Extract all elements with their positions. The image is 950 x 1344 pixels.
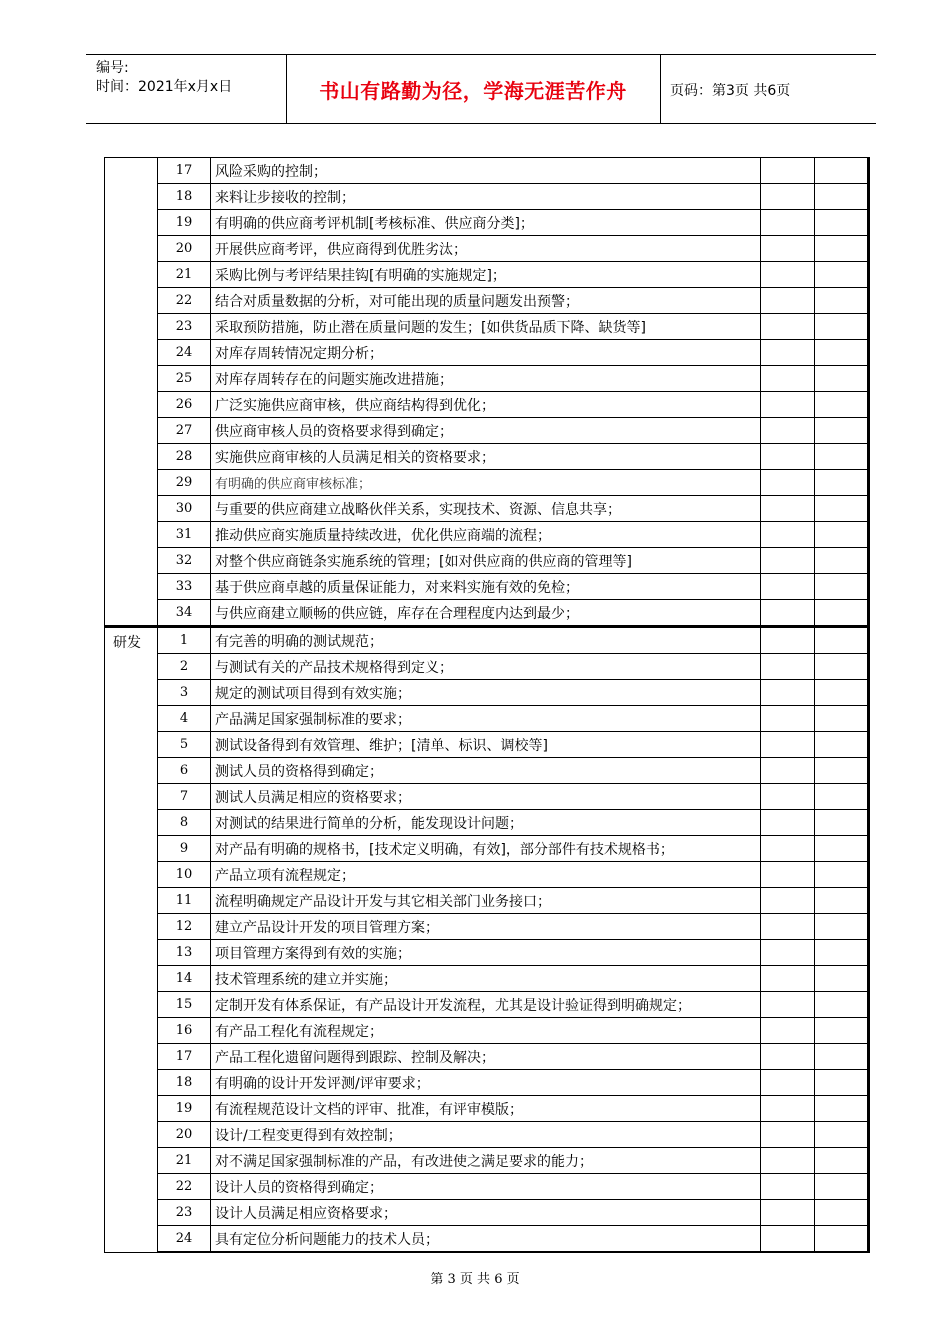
table-row bbox=[105, 627, 869, 654]
item-number-cell: 4 bbox=[158, 706, 211, 732]
page-header bbox=[86, 54, 876, 124]
item-number-cell: 11 bbox=[158, 888, 211, 914]
item-text-cell: 对整个供应商链条实施系统的管理；[如对供应商的供应商的管理等] bbox=[211, 548, 761, 574]
remark-cell[interactable] bbox=[815, 184, 869, 210]
item-text-cell: 风险采购的控制； bbox=[211, 158, 761, 184]
score-cell[interactable] bbox=[761, 732, 815, 758]
table-row bbox=[105, 1226, 869, 1253]
remark-cell[interactable] bbox=[815, 940, 869, 966]
table-row bbox=[105, 654, 869, 680]
table-row bbox=[105, 1018, 869, 1044]
remark-cell[interactable] bbox=[815, 732, 869, 758]
score-cell[interactable] bbox=[761, 210, 815, 236]
score-cell[interactable] bbox=[761, 496, 815, 522]
item-text-cell: 测试人员的资格得到确定； bbox=[211, 758, 761, 784]
remark-cell[interactable] bbox=[815, 992, 869, 1018]
item-text-cell: 定制开发有体系保证，有产品设计开发流程，尤其是设计验证得到明确规定； bbox=[211, 992, 761, 1018]
remark-cell[interactable] bbox=[815, 522, 869, 548]
score-cell[interactable] bbox=[761, 654, 815, 680]
score-cell[interactable] bbox=[761, 366, 815, 392]
table-row bbox=[105, 418, 869, 444]
table-row bbox=[105, 158, 869, 184]
item-number-cell: 9 bbox=[158, 836, 211, 862]
score-cell[interactable] bbox=[761, 758, 815, 784]
score-cell[interactable] bbox=[761, 1226, 815, 1253]
score-cell[interactable] bbox=[761, 810, 815, 836]
item-number-cell: 32 bbox=[158, 548, 211, 574]
score-cell[interactable] bbox=[761, 600, 815, 627]
table-row bbox=[105, 522, 869, 548]
item-number-cell: 5 bbox=[158, 732, 211, 758]
item-number-cell: 25 bbox=[158, 366, 211, 392]
remark-cell[interactable] bbox=[815, 706, 869, 732]
table-row bbox=[105, 914, 869, 940]
table-row bbox=[105, 1122, 869, 1148]
remark-cell[interactable] bbox=[815, 810, 869, 836]
item-number-cell: 19 bbox=[158, 1096, 211, 1122]
item-text-cell: 对不满足国家强制标准的产品，有改进使之满足要求的能力； bbox=[211, 1148, 761, 1174]
score-cell[interactable] bbox=[761, 940, 815, 966]
remark-cell[interactable] bbox=[815, 444, 869, 470]
item-text-cell: 与供应商建立顺畅的供应链，库存在合理程度内达到最少； bbox=[211, 600, 761, 627]
item-number-cell: 22 bbox=[158, 1174, 211, 1200]
remark-cell[interactable] bbox=[815, 862, 869, 888]
table-row bbox=[105, 862, 869, 888]
table-row bbox=[105, 288, 869, 314]
score-cell[interactable] bbox=[761, 966, 815, 992]
remark-cell[interactable] bbox=[815, 1018, 869, 1044]
item-number-cell: 18 bbox=[158, 184, 211, 210]
item-text-cell: 广泛实施供应商审核，供应商结构得到优化； bbox=[211, 392, 761, 418]
remark-cell[interactable] bbox=[815, 574, 869, 600]
item-number-cell: 14 bbox=[158, 966, 211, 992]
document-date-label: 时间：2021年x月x日 bbox=[96, 79, 233, 95]
table-row bbox=[105, 888, 869, 914]
table-row bbox=[105, 1174, 869, 1200]
table-row bbox=[105, 1200, 869, 1226]
score-cell[interactable] bbox=[761, 574, 815, 600]
remark-cell[interactable] bbox=[815, 1070, 869, 1096]
score-cell[interactable] bbox=[761, 1044, 815, 1070]
table-row bbox=[105, 314, 869, 340]
item-text-cell: 有完善的明确的测试规范； bbox=[211, 627, 761, 654]
item-number-cell: 15 bbox=[158, 992, 211, 1018]
item-number-cell: 21 bbox=[158, 1148, 211, 1174]
table-row bbox=[105, 340, 869, 366]
item-number-cell: 20 bbox=[158, 1122, 211, 1148]
score-cell[interactable] bbox=[761, 158, 815, 184]
item-text-cell: 设计人员的资格得到确定； bbox=[211, 1174, 761, 1200]
item-text-cell: 有明确的供应商考评机制[考核标准、供应商分类]； bbox=[211, 210, 761, 236]
item-text-cell: 来料让步接收的控制； bbox=[211, 184, 761, 210]
remark-cell[interactable] bbox=[815, 210, 869, 236]
table-row bbox=[105, 210, 869, 236]
item-text-cell: 规定的测试项目得到有效实施； bbox=[211, 680, 761, 706]
score-cell[interactable] bbox=[761, 836, 815, 862]
item-text-cell: 测试设备得到有效管理、维护；[清单、标识、调校等] bbox=[211, 732, 761, 758]
item-number-cell: 28 bbox=[158, 444, 211, 470]
checklist-table-wrapper bbox=[104, 157, 870, 1253]
table-row bbox=[105, 262, 869, 288]
table-row bbox=[105, 940, 869, 966]
score-cell[interactable] bbox=[761, 314, 815, 340]
score-cell[interactable] bbox=[761, 184, 815, 210]
table-row bbox=[105, 470, 869, 496]
remark-cell[interactable] bbox=[815, 784, 869, 810]
remark-cell[interactable] bbox=[815, 888, 869, 914]
item-text-cell: 与重要的供应商建立战略伙伴关系，实现技术、资源、信息共享； bbox=[211, 496, 761, 522]
remark-cell[interactable] bbox=[815, 314, 869, 340]
item-number-cell: 10 bbox=[158, 862, 211, 888]
score-cell[interactable] bbox=[761, 784, 815, 810]
header-meta bbox=[96, 59, 232, 97]
item-number-cell: 18 bbox=[158, 1070, 211, 1096]
remark-cell[interactable] bbox=[815, 158, 869, 184]
table-row bbox=[105, 1096, 869, 1122]
item-text-cell: 设计/工程变更得到有效控制； bbox=[211, 1122, 761, 1148]
item-number-cell: 20 bbox=[158, 236, 211, 262]
checklist-body bbox=[105, 158, 869, 1253]
remark-cell[interactable] bbox=[815, 600, 869, 627]
table-row bbox=[105, 444, 869, 470]
table-row bbox=[105, 1044, 869, 1070]
item-text-cell: 对库存周转存在的问题实施改进措施； bbox=[211, 366, 761, 392]
remark-cell[interactable] bbox=[815, 1148, 869, 1174]
item-text-cell: 项目管理方案得到有效的实施； bbox=[211, 940, 761, 966]
remark-cell[interactable] bbox=[815, 1044, 869, 1070]
item-text-cell: 对测试的结果进行简单的分析，能发现设计问题； bbox=[211, 810, 761, 836]
score-cell[interactable] bbox=[761, 627, 815, 654]
score-cell[interactable] bbox=[761, 1122, 815, 1148]
remark-cell[interactable] bbox=[815, 340, 869, 366]
item-text-cell: 有明确的设计开发评测/评审要求； bbox=[211, 1070, 761, 1096]
item-text-cell: 推动供应商实施质量持续改进，优化供应商端的流程； bbox=[211, 522, 761, 548]
item-number-cell: 16 bbox=[158, 1018, 211, 1044]
table-row bbox=[105, 758, 869, 784]
score-cell[interactable] bbox=[761, 914, 815, 940]
checklist-table bbox=[104, 157, 870, 1253]
item-text-cell: 对库存周转情况定期分析； bbox=[211, 340, 761, 366]
score-cell[interactable] bbox=[761, 548, 815, 574]
item-number-cell: 6 bbox=[158, 758, 211, 784]
remark-cell[interactable] bbox=[815, 836, 869, 862]
remark-cell[interactable] bbox=[815, 627, 869, 654]
score-cell[interactable] bbox=[761, 288, 815, 314]
item-number-cell: 26 bbox=[158, 392, 211, 418]
score-cell[interactable] bbox=[761, 262, 815, 288]
remark-cell[interactable] bbox=[815, 470, 869, 496]
score-cell[interactable] bbox=[761, 888, 815, 914]
remark-cell[interactable] bbox=[815, 680, 869, 706]
table-row bbox=[105, 784, 869, 810]
item-number-cell: 2 bbox=[158, 654, 211, 680]
table-row bbox=[105, 706, 869, 732]
item-number-cell: 17 bbox=[158, 158, 211, 184]
table-row bbox=[105, 366, 869, 392]
table-row bbox=[105, 680, 869, 706]
header-motto: 书山有路勤为径，学海无涯苦作舟 bbox=[319, 79, 627, 103]
item-text-cell: 对产品有明确的规格书，[技术定义明确，有效]，部分部件有技术规格书； bbox=[211, 836, 761, 862]
remark-cell[interactable] bbox=[815, 1096, 869, 1122]
item-number-cell: 23 bbox=[158, 1200, 211, 1226]
score-cell[interactable] bbox=[761, 236, 815, 262]
remark-cell[interactable] bbox=[815, 392, 869, 418]
section-name-cell bbox=[105, 158, 158, 627]
item-number-cell: 29 bbox=[158, 470, 211, 496]
remark-cell[interactable] bbox=[815, 236, 869, 262]
score-cell[interactable] bbox=[761, 1018, 815, 1044]
item-text-cell: 采取预防措施，防止潜在质量问题的发生；[如供货品质下降、缺货等] bbox=[211, 314, 761, 340]
score-cell[interactable] bbox=[761, 680, 815, 706]
remark-cell[interactable] bbox=[815, 1174, 869, 1200]
remark-cell[interactable] bbox=[815, 914, 869, 940]
table-row bbox=[105, 548, 869, 574]
item-text-cell: 产品满足国家强制标准的要求； bbox=[211, 706, 761, 732]
score-cell[interactable] bbox=[761, 1200, 815, 1226]
item-number-cell: 22 bbox=[158, 288, 211, 314]
item-number-cell: 24 bbox=[158, 340, 211, 366]
remark-cell[interactable] bbox=[815, 262, 869, 288]
document-number-label: 编号: bbox=[96, 60, 129, 76]
score-cell[interactable] bbox=[761, 522, 815, 548]
table-row bbox=[105, 574, 869, 600]
score-cell[interactable] bbox=[761, 1096, 815, 1122]
score-cell[interactable] bbox=[761, 340, 815, 366]
item-number-cell: 33 bbox=[158, 574, 211, 600]
remark-cell[interactable] bbox=[815, 366, 869, 392]
item-number-cell: 31 bbox=[158, 522, 211, 548]
header-divider bbox=[660, 55, 661, 123]
item-text-cell: 设计人员满足相应资格要求； bbox=[211, 1200, 761, 1226]
item-number-cell: 1 bbox=[158, 627, 211, 654]
score-cell[interactable] bbox=[761, 444, 815, 470]
item-text-cell: 建立产品设计开发的项目管理方案； bbox=[211, 914, 761, 940]
table-row bbox=[105, 392, 869, 418]
item-text-cell: 有流程规范设计文档的评审、批准，有评审模版； bbox=[211, 1096, 761, 1122]
item-number-cell: 3 bbox=[158, 680, 211, 706]
remark-cell[interactable] bbox=[815, 548, 869, 574]
remark-cell[interactable] bbox=[815, 966, 869, 992]
page-footer: 第 3 页 共 6 页 bbox=[430, 1272, 520, 1287]
item-text-cell: 有产品工程化有流程规定； bbox=[211, 1018, 761, 1044]
section-name-cell: 研发 bbox=[105, 627, 158, 1253]
item-number-cell: 34 bbox=[158, 600, 211, 627]
item-text-cell: 基于供应商卓越的质量保证能力，对来料实施有效的免检； bbox=[211, 574, 761, 600]
item-text-cell: 开展供应商考评，供应商得到优胜劣汰； bbox=[211, 236, 761, 262]
item-number-cell: 19 bbox=[158, 210, 211, 236]
item-text-cell: 供应商审核人员的资格要求得到确定； bbox=[211, 418, 761, 444]
score-cell[interactable] bbox=[761, 862, 815, 888]
score-cell[interactable] bbox=[761, 1148, 815, 1174]
item-text-cell: 测试人员满足相应的资格要求； bbox=[211, 784, 761, 810]
item-number-cell: 7 bbox=[158, 784, 211, 810]
remark-cell[interactable] bbox=[815, 1226, 869, 1253]
score-cell[interactable] bbox=[761, 418, 815, 444]
remark-cell[interactable] bbox=[815, 758, 869, 784]
table-row bbox=[105, 810, 869, 836]
score-cell[interactable] bbox=[761, 706, 815, 732]
item-number-cell: 12 bbox=[158, 914, 211, 940]
remark-cell[interactable] bbox=[815, 1200, 869, 1226]
score-cell[interactable] bbox=[761, 1070, 815, 1096]
header-page-label: 页码：第3页 共6页 bbox=[670, 83, 791, 99]
table-row bbox=[105, 1070, 869, 1096]
remark-cell[interactable] bbox=[815, 288, 869, 314]
item-text-cell: 采购比例与考评结果挂钩[有明确的实施规定]； bbox=[211, 262, 761, 288]
item-text-cell: 具有定位分析问题能力的技术人员； bbox=[211, 1226, 761, 1253]
item-text-cell: 流程明确规定产品设计开发与其它相关部门业务接口； bbox=[211, 888, 761, 914]
table-row bbox=[105, 236, 869, 262]
item-number-cell: 8 bbox=[158, 810, 211, 836]
score-cell[interactable] bbox=[761, 392, 815, 418]
score-cell[interactable] bbox=[761, 992, 815, 1018]
score-cell[interactable] bbox=[761, 1174, 815, 1200]
table-row bbox=[105, 496, 869, 522]
item-text-cell: 有明确的供应商审核标准； bbox=[211, 470, 761, 496]
item-text-cell: 与测试有关的产品技术规格得到定义； bbox=[211, 654, 761, 680]
table-row bbox=[105, 992, 869, 1018]
item-text-cell: 结合对质量数据的分析，对可能出现的质量问题发出预警； bbox=[211, 288, 761, 314]
table-row bbox=[105, 966, 869, 992]
table-row bbox=[105, 600, 869, 627]
remark-cell[interactable] bbox=[815, 654, 869, 680]
table-row bbox=[105, 836, 869, 862]
item-number-cell: 27 bbox=[158, 418, 211, 444]
item-text-cell: 实施供应商审核的人员满足相关的资格要求； bbox=[211, 444, 761, 470]
table-row bbox=[105, 184, 869, 210]
item-number-cell: 21 bbox=[158, 262, 211, 288]
item-number-cell: 24 bbox=[158, 1226, 211, 1253]
item-number-cell: 23 bbox=[158, 314, 211, 340]
score-cell[interactable] bbox=[761, 470, 815, 496]
item-text-cell: 产品工程化遗留问题得到跟踪、控制及解决； bbox=[211, 1044, 761, 1070]
item-number-cell: 17 bbox=[158, 1044, 211, 1070]
item-text-cell: 技术管理系统的建立并实施； bbox=[211, 966, 761, 992]
item-number-cell: 30 bbox=[158, 496, 211, 522]
remark-cell[interactable] bbox=[815, 1122, 869, 1148]
item-number-cell: 13 bbox=[158, 940, 211, 966]
table-row bbox=[105, 732, 869, 758]
item-text-cell: 产品立项有流程规定； bbox=[211, 862, 761, 888]
remark-cell[interactable] bbox=[815, 418, 869, 444]
remark-cell[interactable] bbox=[815, 496, 869, 522]
table-row bbox=[105, 1148, 869, 1174]
